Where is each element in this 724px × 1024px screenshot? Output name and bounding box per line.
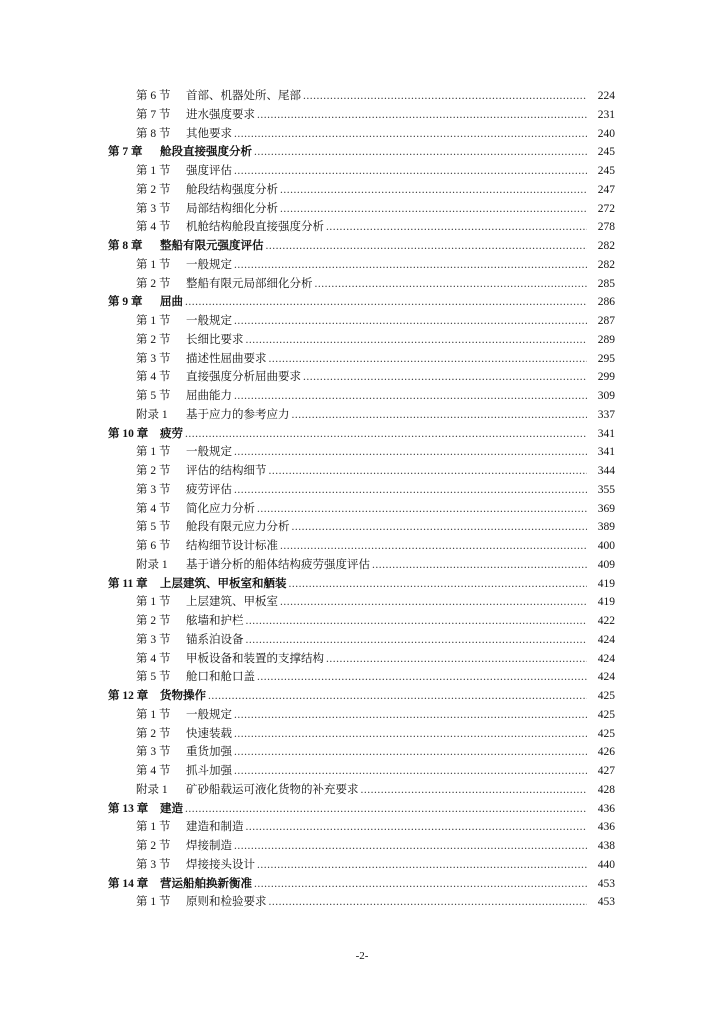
toc-entry-title: 舱段有限元应力分析 <box>186 521 290 534</box>
toc-section-entry[interactable] <box>0 331 724 350</box>
toc-section-entry[interactable] <box>0 125 724 144</box>
toc-entry-title: 舱口和舱口盖 <box>186 671 255 684</box>
toc-entry-number: 第 4 节 <box>136 371 171 384</box>
toc-entry-page: 438 <box>597 840 615 852</box>
dot-leader <box>257 106 587 125</box>
toc-entry-title: 疲劳 <box>160 427 183 440</box>
dot-leader <box>292 406 588 425</box>
toc-entry-page: 240 <box>597 127 615 140</box>
toc-section-entry[interactable] <box>0 387 724 406</box>
toc-entry-number: 第 1 节 <box>136 821 171 834</box>
toc-entry-page: 355 <box>597 483 615 496</box>
toc-entry-page: 341 <box>597 427 615 440</box>
toc-entry-title: 局部结构细化分析 <box>186 202 278 215</box>
toc-entry-number: 第 2 节 <box>136 333 171 346</box>
toc-entry-title: 舷墙和护栏 <box>186 615 244 627</box>
toc-entry-title: 整船有限元强度评估 <box>160 240 264 252</box>
toc-entry-title: 快速装载 <box>186 727 232 740</box>
dot-leader <box>326 650 587 669</box>
toc-entry-title: 锚系泊设备 <box>186 633 244 646</box>
toc-entry-page: 282 <box>597 240 615 252</box>
toc-section-entry[interactable] <box>0 312 724 331</box>
toc-entry-page: 419 <box>597 596 615 609</box>
toc-entry-page: 231 <box>597 108 615 121</box>
toc-section-entry[interactable] <box>0 368 724 387</box>
toc-entry-page: 285 <box>597 277 615 290</box>
toc-section-entry[interactable] <box>0 893 724 912</box>
toc-entry-page: 224 <box>597 90 615 102</box>
dot-leader <box>280 537 587 556</box>
dot-leader <box>246 331 588 350</box>
toc-entry-number: 第 1 节 <box>136 446 171 459</box>
toc-entry-number: 第 3 节 <box>136 352 171 365</box>
toc-entry-title: 评估的结构细节 <box>186 465 267 477</box>
toc-entry-title: 甲板设备和装置的支撑结构 <box>186 652 324 665</box>
toc-section-entry[interactable] <box>0 200 724 219</box>
toc-entry-title: 营运船舶换新衡准 <box>160 877 252 890</box>
toc-entry-page: 341 <box>597 446 615 459</box>
toc-entry-page: 289 <box>597 333 615 346</box>
toc-section-entry[interactable] <box>0 406 724 425</box>
toc-entry-page: 295 <box>597 352 615 365</box>
toc-chapter-entry[interactable] <box>0 687 724 706</box>
toc-chapter-entry[interactable] <box>0 143 724 162</box>
dot-leader <box>234 387 587 406</box>
dot-leader <box>254 875 587 894</box>
toc-section-entry[interactable] <box>0 218 724 237</box>
dot-leader <box>234 725 587 744</box>
dot-leader <box>234 706 587 725</box>
toc-entry-number: 附录 1 <box>136 558 168 571</box>
dot-leader <box>372 556 587 575</box>
toc-entry-number: 第 5 节 <box>136 521 171 534</box>
toc-section-entry[interactable] <box>0 518 724 537</box>
dot-leader <box>257 668 587 687</box>
toc-entry-page: 453 <box>597 896 615 909</box>
toc-section-entry[interactable] <box>0 162 724 181</box>
dot-leader <box>315 275 588 294</box>
toc-entry-number: 附录 1 <box>136 408 168 421</box>
toc-entry-title: 屈曲能力 <box>186 390 232 402</box>
toc-entry-number: 第 7 节 <box>136 108 171 121</box>
toc-entry-title: 建造和制造 <box>186 821 244 834</box>
toc-entry-title: 强度评估 <box>186 165 232 177</box>
toc-entry-page: 247 <box>597 183 615 196</box>
toc-entry-title: 舱段直接强度分析 <box>160 146 252 159</box>
toc-section-entry[interactable] <box>0 481 724 500</box>
toc-chapter-entry[interactable] <box>0 575 724 594</box>
toc-entry-number: 第 2 节 <box>136 840 171 852</box>
toc-entry-title: 首部、机器处所、尾部 <box>186 90 301 102</box>
toc-entry-page: 389 <box>597 521 615 534</box>
toc-entry-page: 424 <box>597 671 615 684</box>
dot-leader <box>361 781 588 800</box>
toc-entry-number: 第 4 节 <box>136 652 171 665</box>
toc-entry-page: 245 <box>597 165 615 177</box>
toc-chapter-entry[interactable] <box>0 800 724 819</box>
dot-leader <box>280 593 587 612</box>
toc-entry-number: 第 2 节 <box>136 615 171 627</box>
dot-leader <box>246 818 588 837</box>
dot-leader <box>257 500 587 519</box>
toc-entry-title: 焊接接头设计 <box>186 858 255 871</box>
toc-entry-number: 第 1 节 <box>136 315 171 327</box>
toc-entry-title: 一般规定 <box>186 315 232 327</box>
toc-entry-page: 426 <box>597 746 615 759</box>
toc-entry-page: 436 <box>597 802 615 815</box>
toc-chapter-entry[interactable] <box>0 875 724 894</box>
toc-entry-number: 第 3 节 <box>136 858 171 871</box>
dot-leader <box>266 237 588 256</box>
toc-entry-page: 427 <box>597 765 615 777</box>
toc-entry-title: 上层建筑、甲板室和舾装 <box>160 577 287 590</box>
page-number: -2- <box>355 950 369 962</box>
toc-section-entry[interactable] <box>0 275 724 294</box>
toc-entry-page: 309 <box>597 390 615 402</box>
dot-leader <box>234 837 587 856</box>
toc-section-entry[interactable] <box>0 350 724 369</box>
toc-section-entry[interactable] <box>0 668 724 687</box>
toc-entry-number: 第 3 节 <box>136 483 171 496</box>
toc-section-entry[interactable] <box>0 818 724 837</box>
toc-entry-title: 建造 <box>160 802 183 815</box>
toc-chapter-entry[interactable] <box>0 237 724 256</box>
toc-section-entry[interactable] <box>0 256 724 275</box>
toc-entry-title: 原则和检验要求 <box>186 896 267 909</box>
toc-entry-title: 上层建筑、甲板室 <box>186 596 278 609</box>
toc-entry-page: 286 <box>597 296 615 309</box>
toc-entry-page: 440 <box>597 858 615 871</box>
toc-entry-page: 425 <box>597 708 615 721</box>
toc-entry-page: 422 <box>597 615 615 627</box>
toc-entry-title: 描述性屈曲要求 <box>186 352 267 365</box>
toc-entry-number: 第 4 节 <box>136 502 171 515</box>
toc-entry-title: 整船有限元局部细化分析 <box>186 277 313 290</box>
toc-section-entry[interactable] <box>0 706 724 725</box>
toc-entry-number: 第 6 节 <box>136 540 171 552</box>
toc-section-entry[interactable] <box>0 500 724 519</box>
toc-section-entry[interactable] <box>0 612 724 631</box>
toc-entry-page: 400 <box>597 540 615 552</box>
dot-leader <box>234 162 587 181</box>
toc-entry-title: 矿砂船载运可液化货物的补充要求 <box>186 783 359 796</box>
toc-entry-title: 抓斗加强 <box>186 765 232 777</box>
toc-entry-page: 453 <box>597 877 615 890</box>
toc-entry-title: 一般规定 <box>186 708 232 721</box>
toc-entry-title: 直接强度分析屈曲要求 <box>186 371 301 384</box>
toc-section-entry[interactable] <box>0 87 724 106</box>
toc-entry-number: 第 3 节 <box>136 633 171 646</box>
dot-leader <box>257 856 587 875</box>
toc-entry-number: 第 3 节 <box>136 746 171 759</box>
toc-entry-page: 424 <box>597 652 615 665</box>
dot-leader <box>234 125 587 144</box>
toc-section-entry[interactable] <box>0 593 724 612</box>
toc-entry-number: 第 4 节 <box>136 765 171 777</box>
toc-section-entry[interactable] <box>0 443 724 462</box>
toc-section-entry[interactable] <box>0 181 724 200</box>
toc-entry-page: 428 <box>597 783 615 796</box>
dot-leader <box>303 368 587 387</box>
dot-leader <box>185 425 587 444</box>
toc-entry-title: 简化应力分析 <box>186 502 255 515</box>
toc-entry-number: 第 1 节 <box>136 165 171 177</box>
toc-section-entry[interactable] <box>0 556 724 575</box>
toc-entry-number: 第 14 章 <box>108 877 149 890</box>
toc-entry-number: 第 1 节 <box>136 896 171 909</box>
toc-entry-number: 第 4 节 <box>136 221 171 234</box>
toc-entry-title: 结构细节设计标准 <box>186 540 278 552</box>
dot-leader <box>289 575 588 594</box>
toc-section-entry[interactable] <box>0 725 724 744</box>
toc-entry-number: 第 2 节 <box>136 183 171 196</box>
dot-leader <box>234 443 587 462</box>
toc-entry-page: 409 <box>597 558 615 571</box>
toc-entry-page: 278 <box>597 221 615 234</box>
toc-entry-number: 第 6 节 <box>136 90 171 102</box>
toc-entry-number: 第 3 节 <box>136 202 171 215</box>
toc-entry-title: 一般规定 <box>186 446 232 459</box>
dot-leader <box>246 612 588 631</box>
dot-leader <box>326 218 587 237</box>
dot-leader <box>303 87 587 106</box>
toc-entry-title: 舱段结构强度分析 <box>186 183 278 196</box>
dot-leader <box>185 293 587 312</box>
dot-leader <box>280 200 587 219</box>
toc-entry-number: 第 1 节 <box>136 596 171 609</box>
toc-entry-number: 第 1 节 <box>136 258 171 271</box>
dot-leader <box>234 743 587 762</box>
toc-entry-page: 425 <box>597 690 615 702</box>
toc-entry-title: 其他要求 <box>186 127 232 140</box>
toc-entry-title: 基于应力的参考应力 <box>186 408 290 421</box>
toc-entry-title: 长细比要求 <box>186 333 244 346</box>
toc-section-entry[interactable] <box>0 537 724 556</box>
toc-section-entry[interactable] <box>0 631 724 650</box>
dot-leader <box>234 256 587 275</box>
toc-entry-number: 第 5 节 <box>136 671 171 684</box>
toc-entry-title: 基于谱分析的船体结构疲劳强度评估 <box>186 558 370 571</box>
table-of-contents <box>0 87 724 912</box>
toc-entry-number: 第 2 节 <box>136 727 171 740</box>
toc-section-entry[interactable] <box>0 856 724 875</box>
toc-section-entry[interactable] <box>0 650 724 669</box>
toc-entry-page: 419 <box>597 577 615 590</box>
toc-entry-number: 第 11 章 <box>108 577 148 590</box>
toc-entry-title: 机舱结构舱段直接强度分析 <box>186 221 324 234</box>
toc-entry-number: 第 8 节 <box>136 127 171 140</box>
toc-entry-number: 第 2 节 <box>136 465 171 477</box>
toc-entry-number: 第 12 章 <box>108 690 149 702</box>
toc-entry-page: 272 <box>597 202 615 215</box>
toc-entry-page: 425 <box>597 727 615 740</box>
toc-entry-page: 245 <box>597 146 615 159</box>
toc-section-entry[interactable] <box>0 462 724 481</box>
toc-entry-number: 第 5 节 <box>136 390 171 402</box>
toc-entry-number: 第 1 节 <box>136 708 171 721</box>
dot-leader <box>280 181 587 200</box>
dot-leader <box>185 800 587 819</box>
toc-entry-number: 第 13 章 <box>108 802 149 815</box>
toc-entry-number: 第 10 章 <box>108 427 149 440</box>
toc-entry-page: 369 <box>597 502 615 515</box>
dot-leader <box>292 518 588 537</box>
dot-leader <box>269 350 588 369</box>
dot-leader <box>208 687 587 706</box>
toc-entry-page: 436 <box>597 821 615 834</box>
toc-entry-page: 344 <box>597 465 615 477</box>
toc-section-entry[interactable] <box>0 837 724 856</box>
toc-entry-page: 299 <box>597 371 615 384</box>
toc-entry-title: 疲劳评估 <box>186 483 232 496</box>
toc-entry-number: 第 9 章 <box>108 296 143 309</box>
toc-entry-title: 货物操作 <box>160 690 206 702</box>
toc-entry-page: 287 <box>597 315 615 327</box>
toc-section-entry[interactable] <box>0 762 724 781</box>
toc-entry-number: 第 7 章 <box>108 146 143 159</box>
toc-entry-number: 附录 1 <box>136 783 168 796</box>
toc-entry-title: 焊接制造 <box>186 840 232 852</box>
toc-entry-page: 282 <box>597 258 615 271</box>
toc-section-entry[interactable] <box>0 106 724 125</box>
toc-section-entry[interactable] <box>0 781 724 800</box>
dot-leader <box>269 893 588 912</box>
toc-section-entry[interactable] <box>0 743 724 762</box>
dot-leader <box>234 312 587 331</box>
dot-leader <box>234 481 587 500</box>
toc-entry-title: 屈曲 <box>160 296 183 309</box>
toc-chapter-entry[interactable] <box>0 425 724 444</box>
toc-entry-page: 337 <box>597 408 615 421</box>
dot-leader <box>234 762 587 781</box>
toc-entry-number: 第 8 章 <box>108 240 143 252</box>
toc-entry-title: 重货加强 <box>186 746 232 759</box>
toc-entry-title: 进水强度要求 <box>186 108 255 121</box>
dot-leader <box>254 143 587 162</box>
toc-entry-page: 424 <box>597 633 615 646</box>
toc-entry-number: 第 2 节 <box>136 277 171 290</box>
dot-leader <box>269 462 588 481</box>
dot-leader <box>246 631 588 650</box>
toc-chapter-entry[interactable] <box>0 293 724 312</box>
toc-entry-title: 一般规定 <box>186 258 232 271</box>
